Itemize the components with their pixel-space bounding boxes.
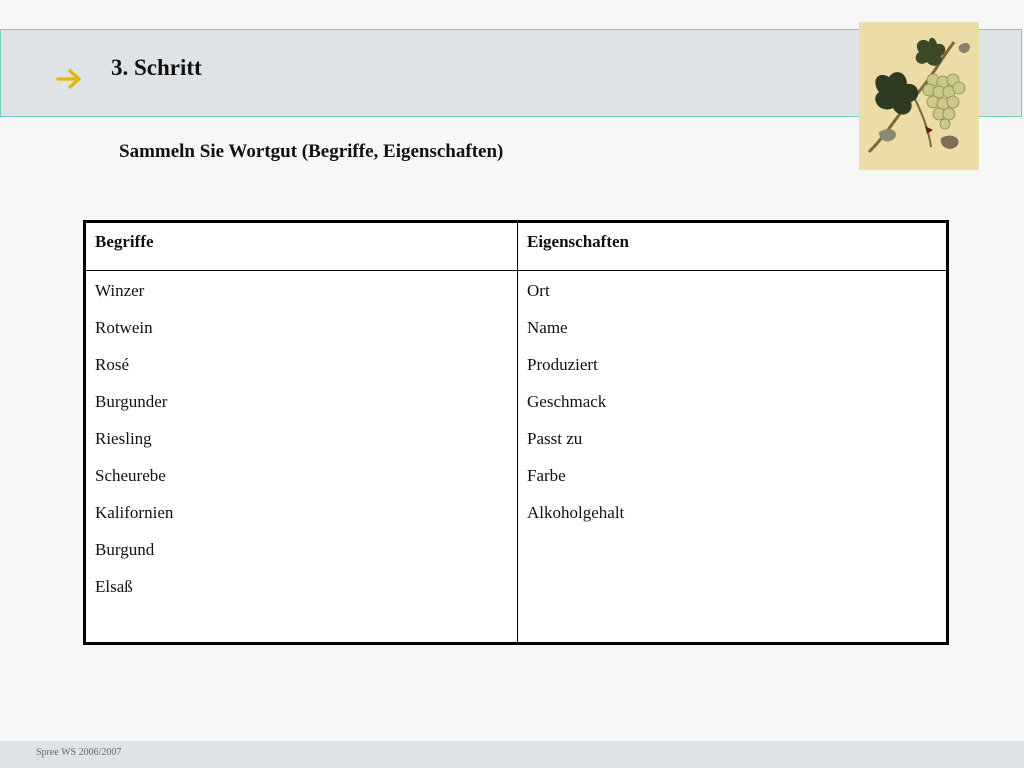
list-item: Ort — [527, 281, 550, 300]
list-item: Passt zu — [527, 429, 583, 448]
arrow-right-icon — [54, 64, 86, 94]
list-item: Burgund — [95, 540, 155, 559]
eigenschaften-list — [527, 280, 624, 539]
footer-bar — [0, 741, 1024, 768]
header-begriffe: Begriffe — [95, 232, 154, 251]
list-item: Rotwein — [95, 318, 153, 337]
list-item: Elsaß — [95, 577, 133, 596]
footer-text: Spree WS 2006/2007 — [36, 747, 122, 758]
list-item: Scheurebe — [95, 466, 166, 485]
slide-subtitle: Sammeln Sie Wortgut (Begriffe, Eigenschaften) — [119, 141, 504, 162]
list-item: Produziert — [527, 355, 598, 374]
list-item: Rosé — [95, 355, 129, 374]
list-item: Geschmack — [527, 392, 607, 411]
header-eigenschaften: Eigenschaften — [527, 232, 629, 251]
table-header-row — [86, 223, 946, 271]
list-item: Farbe — [527, 466, 566, 485]
slide-title: 3. Schritt — [111, 55, 202, 80]
list-item: Burgunder — [95, 392, 168, 411]
grape-vine-illustration — [859, 22, 979, 170]
list-item: Name — [527, 318, 568, 337]
list-item: Kalifornien — [95, 503, 174, 522]
list-item: Winzer — [95, 281, 145, 300]
list-item: Riesling — [95, 429, 152, 448]
word-table — [83, 220, 949, 645]
column-divider — [517, 223, 518, 642]
begriffe-list — [95, 280, 173, 613]
list-item: Alkoholgehalt — [527, 503, 625, 522]
